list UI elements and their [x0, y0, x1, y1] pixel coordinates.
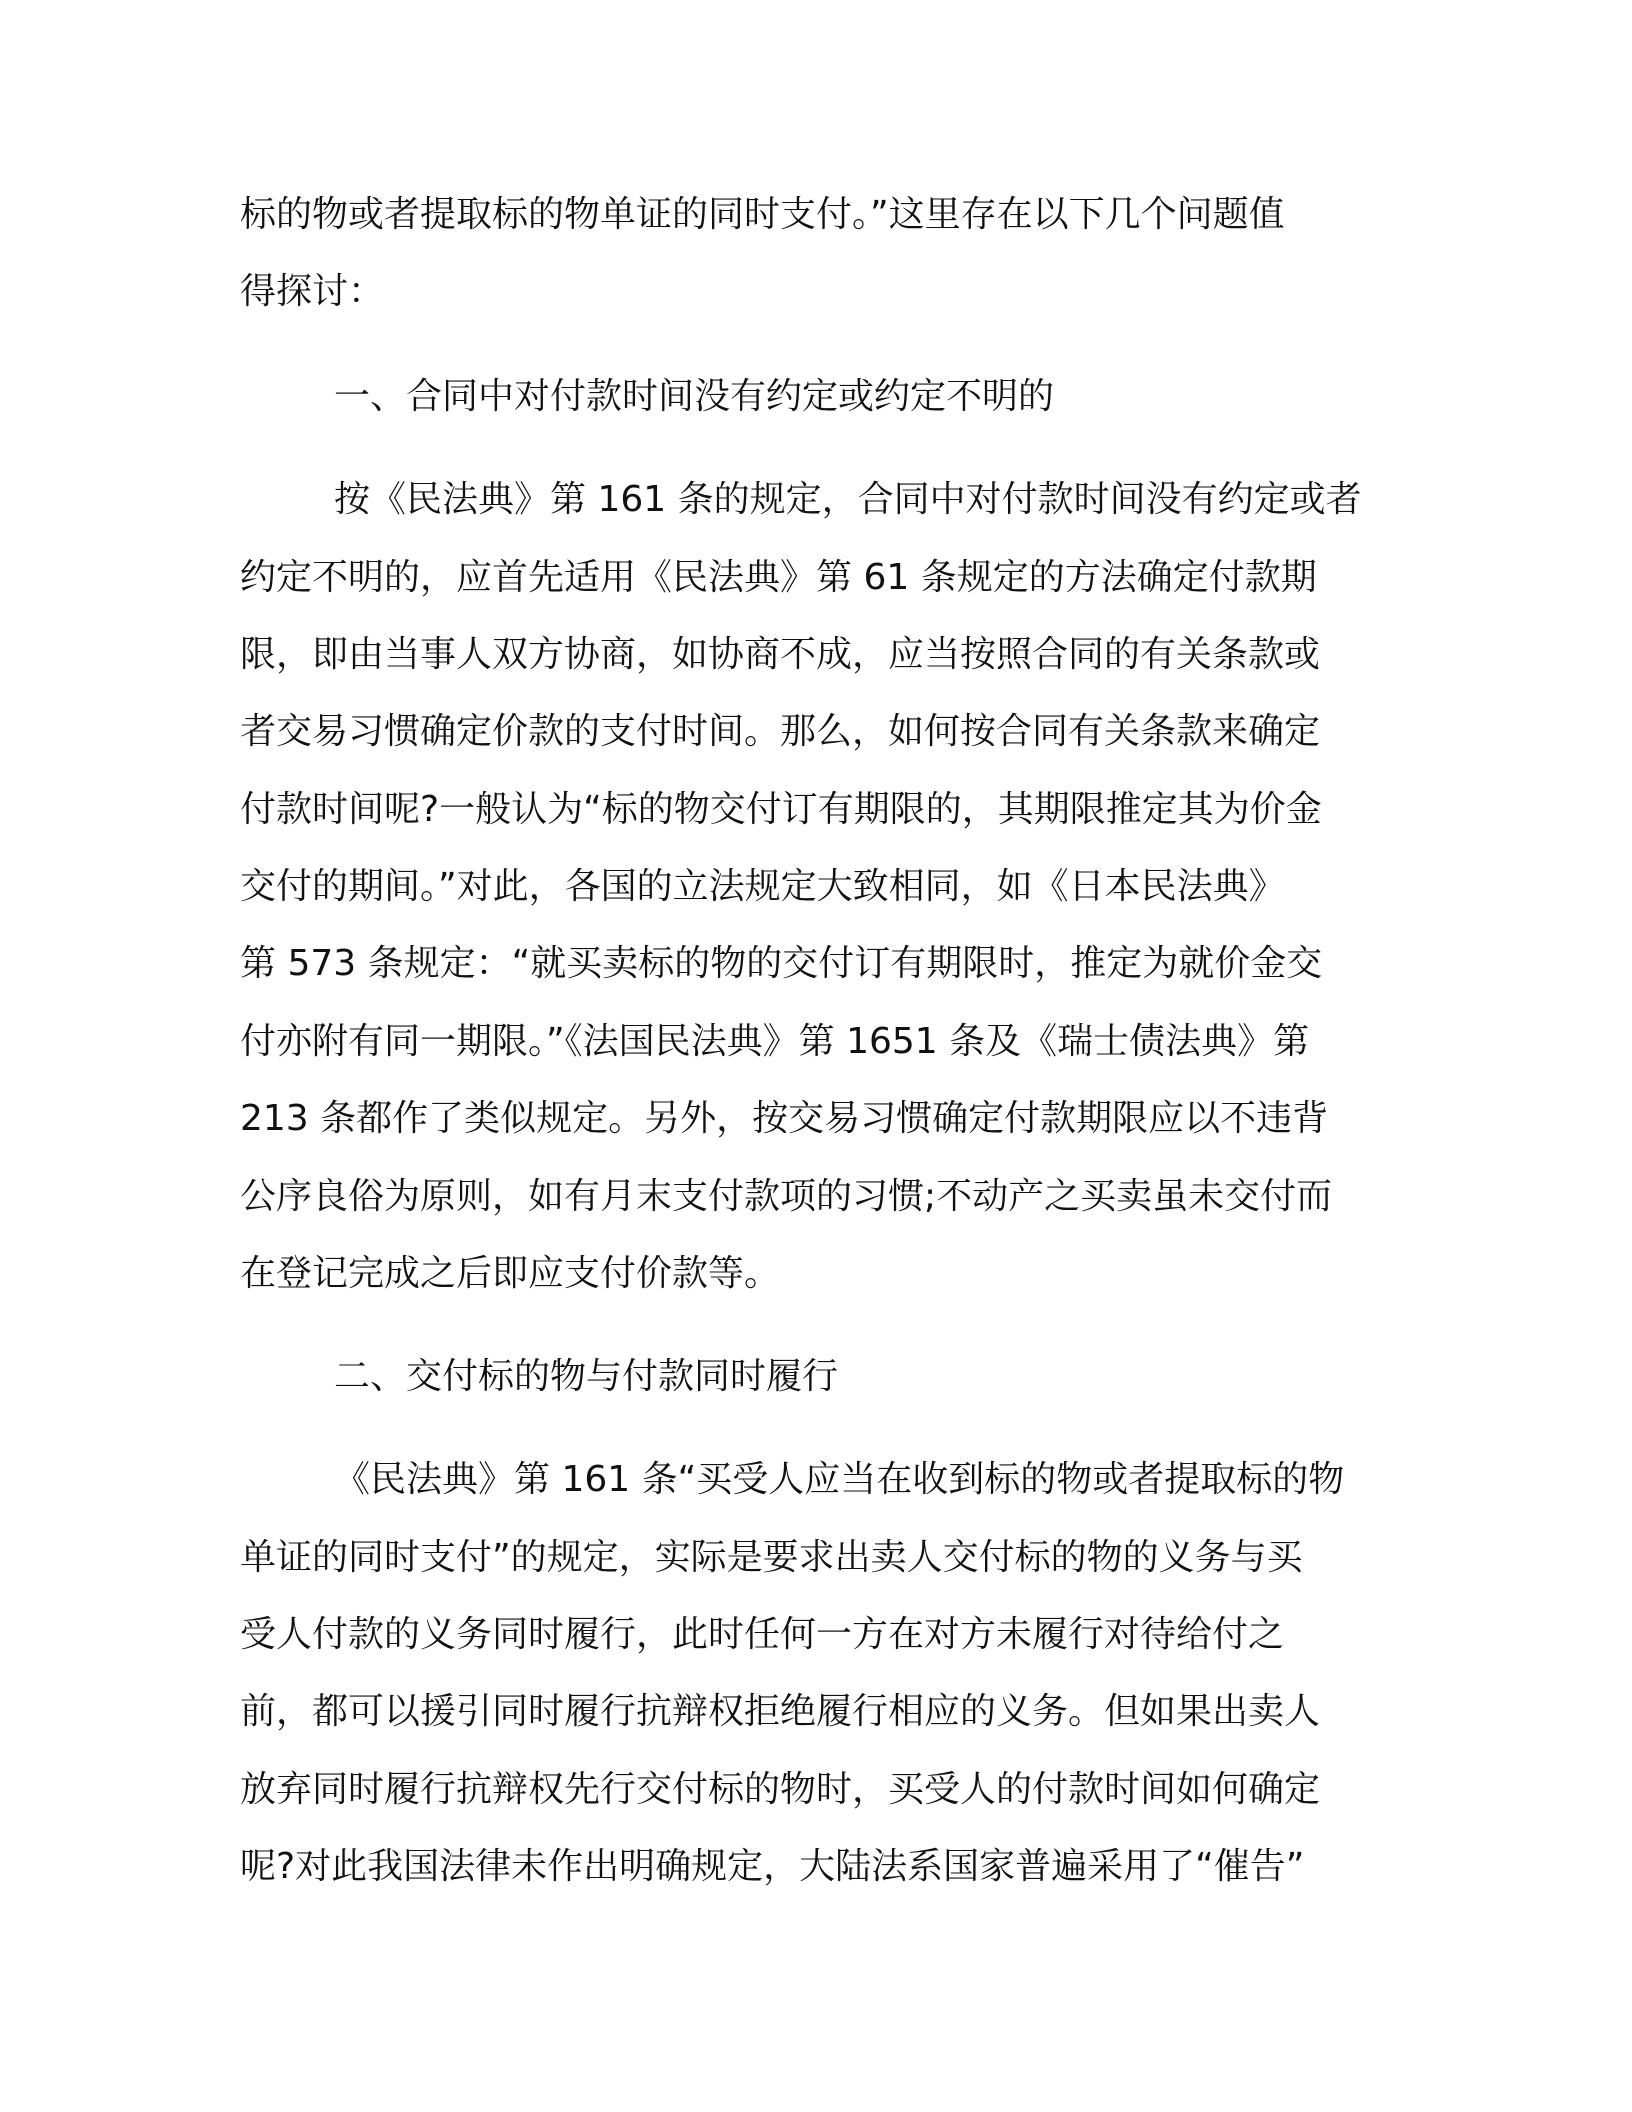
paragraph-line: 受人付款的义务同时履行，此时任何一方在对方未履行对待给付之 [240, 1614, 1285, 1655]
section-heading-1: 一、合同中对付款时间没有约定或约定不明的 [334, 376, 1055, 417]
paragraph-line: 213 条都作了类似规定。另外，按交易习惯确定付款期限应以不违背 [240, 1098, 1329, 1139]
paragraph-line: 放弃同时履行抗辩权先行交付标的物时，买受人的付款时间如何确定 [240, 1769, 1321, 1810]
paragraph-line: 单证的同时支付”的规定，实际是要求出卖人交付标的物的义务与买 [240, 1537, 1303, 1578]
paragraph-line: 前，都可以援引同时履行抗辩权拒绝履行相应的义务。但如果出卖人 [240, 1691, 1321, 1732]
paragraph-line: 约定不明的，应首先适用《民法典》第 61 条规定的方法确定付款期 [240, 557, 1317, 598]
paragraph-line: 付款时间呢?一般认为“标的物交付订有期限的，其期限推定其为价金 [240, 789, 1322, 830]
section-heading-2: 二、交付标的物与付款同时履行 [334, 1356, 839, 1397]
paragraph-line: 限，即由当事人双方协商，如协商不成，应当按照合同的有关条款或 [240, 634, 1321, 675]
paragraph-line: 付亦附有同一期限。”《法国民法典》第 1651 条及《瑞士债法典》第 [240, 1021, 1310, 1062]
paragraph-line: 得探讨： [240, 271, 385, 312]
paragraph-line: 公序良俗为原则，如有月末支付款项的习惯;不动产之买卖虽未交付而 [240, 1176, 1333, 1217]
paragraph-line: 者交易习惯确定价款的支付时间。那么，如何按合同有关条款来确定 [240, 711, 1321, 752]
paragraph-line: 标的物或者提取标的物单证的同时支付。”这里存在以下几个问题值 [240, 194, 1285, 235]
paragraph-line: 第 573 条规定：“就买卖标的物的交付订有期限时，推定为就价金交 [240, 943, 1323, 984]
paragraph-line: 在登记完成之后即应支付价款等。 [240, 1253, 781, 1294]
paragraph-line: 呢?对此我国法律未作出明确规定，大陆法系国家普遍采用了“催告” [240, 1846, 1305, 1887]
paragraph-line: 《民法典》第 161 条“买受人应当在收到标的物或者提取标的物 [334, 1459, 1345, 1500]
paragraph-line: 交付的期间。”对此，各国的立法规定大致相同，如《日本民法典》 [240, 866, 1285, 907]
paragraph-line: 按《民法典》第 161 条的规定，合同中对付款时间没有约定或者 [334, 479, 1362, 520]
